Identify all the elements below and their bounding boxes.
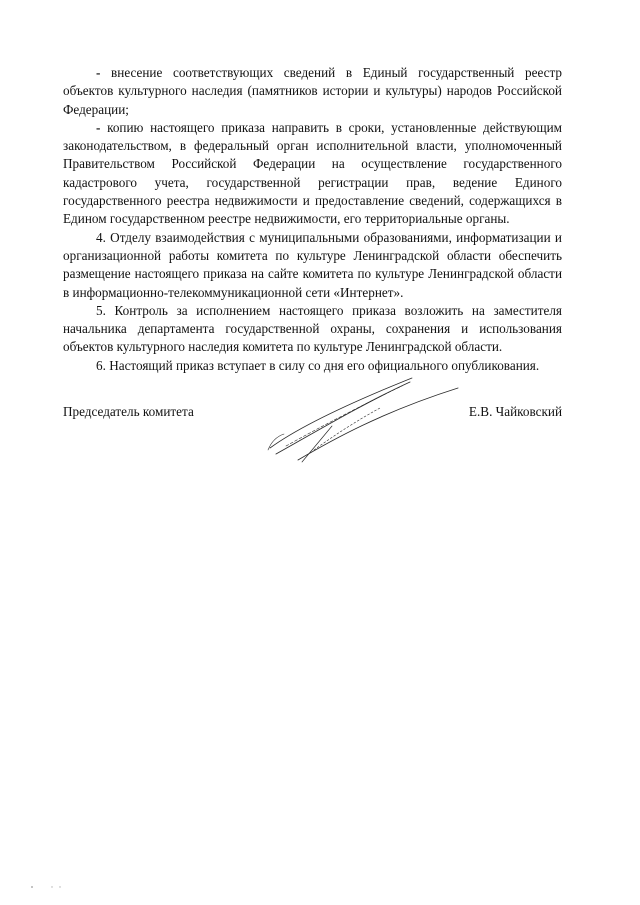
handwritten-signature: [262, 370, 462, 465]
paragraph-text: копию настоящего приказа направить в сроки, установленные действующим законодательством, в федеральный орган исполнительной власти, уполномоченный Правительством Российской Федерации на осуществление государственного кадастрового учета, государственной регистрации прав, ведение Единого государственного реестра недвижимости и предоставление сведений, содержащихся в Едином государственном реестре недвижимости, его территориальные органы.: [63, 119, 562, 227]
paragraph-text: Отделу взаимодействия с муниципальными образованиями, информатизации и организационной работы комитета по культуре Ленинградской области обеспечить размещение настоящего приказа на сайте комитета по культуре Ленинградской области в информационно-телекоммуникационной сети «Интернет».: [63, 229, 562, 300]
paragraph-number: 4.: [96, 229, 106, 245]
signatory-name: Е.В. Чайковский: [468, 404, 562, 419]
numbered-paragraph-4: [63, 229, 562, 302]
numbered-paragraph-5: [63, 302, 562, 357]
paragraph-number: 5.: [96, 302, 106, 318]
scan-artifact: [30, 884, 70, 890]
paragraph-text: Настоящий приказ вступает в силу со дня его официального опубликования.: [105, 357, 540, 373]
signatory-title: Председатель комитета: [63, 404, 194, 419]
list-item: [63, 64, 562, 119]
document-body: [63, 64, 562, 375]
list-item: [63, 119, 562, 229]
paragraph-text: внесение соответствующих сведений в Единый государственный реестр объектов культурного наследия (памятников истории и культуры) народов Российской Федерации;: [63, 65, 562, 117]
paragraph-marker: -: [96, 65, 101, 80]
paragraph-text: Контроль за исполнением настоящего приказа возложить на заместителя начальника департамента государственной охраны, сохранения и использования объектов культурного наследия комитета по культуре Ленинградской области.: [63, 302, 562, 355]
paragraph-number: 6.: [96, 357, 106, 373]
paragraph-marker: -: [96, 119, 101, 135]
